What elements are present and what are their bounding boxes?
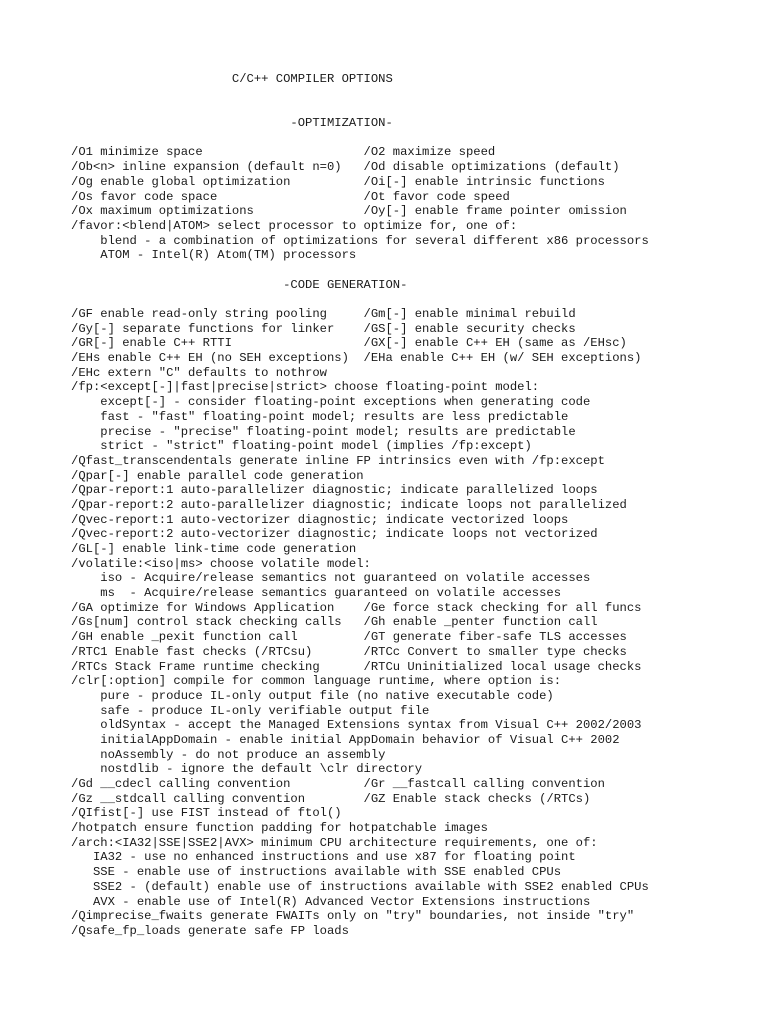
text-line: /EHc extern "C" defaults to nothrow <box>71 365 327 380</box>
text-line: C/C++ COMPILER OPTIONS <box>71 72 393 86</box>
text-line: /Qvec-report:2 auto-vectorizer diagnostic; indicate loops not vectorized <box>71 527 598 542</box>
text-line: nostdlib - ignore the default \clr directory <box>71 762 423 777</box>
text-line: -CODE GENERATION- <box>71 277 408 292</box>
text-line: /hotpatch ensure function padding for hotpatchable images <box>71 821 488 836</box>
text-line: /GH enable _pexit function call /GT generate fiber-safe TLS accesses <box>71 630 627 645</box>
text-line: /Os favor code space /Ot favor code speed <box>71 189 510 204</box>
text-line: /GR[-] enable C++ RTTI /GX[-] enable C++ EH (same as /EHsc) <box>71 336 627 351</box>
text-line: /arch:<IA32|SSE|SSE2|AVX> minimum CPU architecture requirements, one of: <box>71 835 598 850</box>
text-line: iso - Acquire/release semantics not guaranteed on volatile accesses <box>71 571 591 586</box>
text-line: except[-] - consider floating-point exceptions when generating code <box>71 395 591 410</box>
blank-line <box>71 131 649 146</box>
text-line: fast - "fast" floating-point model; results are less predictable <box>71 409 569 424</box>
text-line: /Qfast_transcendentals generate inline FP intrinsics even with /fp:except <box>71 453 605 468</box>
text-line: /Qpar-report:1 auto-parallelizer diagnostic; indicate parallelized loops <box>71 483 598 498</box>
blank-line <box>71 292 649 307</box>
text-line: /Gy[-] separate functions for linker /GS[-] enable security checks <box>71 321 576 336</box>
text-line: ms - Acquire/release semantics guaranteed on volatile accesses <box>71 586 562 601</box>
text-line: /RTCs Stack Frame runtime checking /RTCu Uninitialized local usage checks <box>71 659 642 674</box>
text-line: /GF enable read-only string pooling /Gm[-] enable minimal rebuild <box>71 307 576 321</box>
text-line: /fp:<except[-]|fast|precise|strict> choose floating-point model: <box>71 380 540 395</box>
blank-line <box>71 101 649 116</box>
text-line: /Qpar[-] enable parallel code generation <box>71 468 364 483</box>
text-line: /Qsafe_fp_loads generate safe FP loads <box>71 923 349 938</box>
text-line: /GL[-] enable link-time code generation <box>71 542 357 556</box>
text-line: noAssembly - do not produce an assembly <box>71 747 386 762</box>
text-line: /QIfist[-] use FIST instead of ftol() <box>71 806 342 821</box>
text-line: /Gz __stdcall calling convention /GZ Enable stack checks (/RTCs) <box>71 791 591 806</box>
text-line: /GA optimize for Windows Application /Ge force stack checking for all funcs <box>71 600 642 615</box>
text-line: /volatile:<iso|ms> choose volatile model: <box>71 556 371 571</box>
text-line: precise - "precise" floating-point model; results are predictable <box>71 424 576 439</box>
text-line: SSE - enable use of instructions available with SSE enabled CPUs <box>71 865 562 880</box>
text-line: initialAppDomain - enable initial AppDomain behavior of Visual C++ 2002 <box>71 732 620 747</box>
blank-line <box>71 87 649 102</box>
text-line: safe - produce IL-only verifiable output file <box>71 703 430 718</box>
text-line: /EHs enable C++ EH (no SEH exceptions) /EHa enable C++ EH (w/ SEH exceptions) <box>71 351 642 366</box>
text-line: strict - "strict" floating-point model (implies /fp:except) <box>71 439 532 454</box>
text-line: /Qimprecise_fwaits generate FWAITs only on "try" boundaries, not inside "try" <box>71 909 635 924</box>
text-line: /RTC1 Enable fast checks (/RTCsu) /RTCc Convert to smaller type checks <box>71 644 627 659</box>
text-line: /Qpar-report:2 auto-parallelizer diagnostic; indicate loops not parallelized <box>71 497 627 512</box>
text-line: IA32 - use no enhanced instructions and use x87 for floating point <box>71 850 576 865</box>
text-line: /clr[:option] compile for common language runtime, where option is: <box>71 674 562 689</box>
text-line: /Gs[num] control stack checking calls /Gh enable _penter function call <box>71 615 598 630</box>
text-line: /Qvec-report:1 auto-vectorizer diagnostic; indicate vectorized loops <box>71 512 569 527</box>
text-line: /Gd __cdecl calling convention /Gr __fastcall calling convention <box>71 777 605 791</box>
text-line: oldSyntax - accept the Managed Extensions syntax from Visual C++ 2002/2003 <box>71 718 642 733</box>
text-line: /favor:<blend|ATOM> select processor to optimize for, one of: <box>71 218 518 233</box>
text-line: /O1 minimize space /O2 maximize speed <box>71 145 496 160</box>
text-line: AVX - enable use of Intel(R) Advanced Vector Extensions instructions <box>71 894 591 909</box>
blank-line <box>71 263 649 278</box>
text-line: SSE2 - (default) enable use of instructions available with SSE2 enabled CPUs <box>71 879 649 894</box>
text-line: pure - produce IL-only output file (no native executable code) <box>71 688 554 703</box>
text-line: /Ob<n> inline expansion (default n=0) /Od disable optimizations (default) <box>71 160 620 175</box>
text-line: blend - a combination of optimizations for several different x86 processors <box>71 233 649 248</box>
text-line: -OPTIMIZATION- <box>71 116 393 131</box>
text-line: ATOM - Intel(R) Atom(TM) processors <box>71 248 357 263</box>
text-line: /Og enable global optimization /Oi[-] enable intrinsic functions <box>71 174 605 189</box>
document-body <box>71 72 649 939</box>
text-line: /Ox maximum optimizations /Oy[-] enable frame pointer omission <box>71 204 627 219</box>
